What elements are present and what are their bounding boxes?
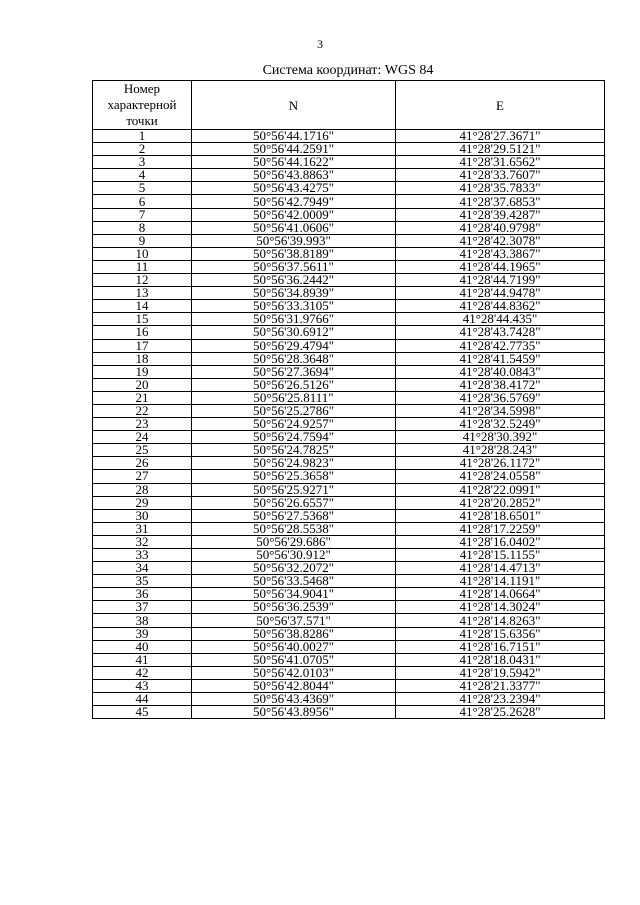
cell-point-number: 33 — [93, 549, 192, 562]
cell-point-number: 1 — [93, 130, 192, 143]
cell-e: 41°28'27.3671" — [396, 130, 605, 143]
cell-e: 41°28'43.3867" — [396, 247, 605, 260]
table-row — [93, 653, 605, 666]
cell-point-number: 7 — [93, 208, 192, 221]
cell-point-number: 45 — [93, 706, 192, 719]
table-row — [93, 365, 605, 378]
table-row — [93, 260, 605, 273]
cell-point-number: 40 — [93, 640, 192, 653]
cell-e: 41°28'38.4172" — [396, 378, 605, 391]
cell-n: 50°56'42.0103" — [192, 666, 396, 679]
cell-point-number: 27 — [93, 470, 192, 483]
cell-e: 41°28'41.5459" — [396, 352, 605, 365]
cell-e: 41°28'35.7833" — [396, 182, 605, 195]
cell-point-number: 5 — [93, 182, 192, 195]
cell-n: 50°56'43.8863" — [192, 169, 396, 182]
cell-point-number: 30 — [93, 509, 192, 522]
cell-point-number: 25 — [93, 444, 192, 457]
table-row — [93, 378, 605, 391]
cell-e: 41°28'26.1172" — [396, 457, 605, 470]
cell-n: 50°56'36.2442" — [192, 274, 396, 287]
cell-e: 41°28'37.6853" — [396, 195, 605, 208]
table-row — [93, 418, 605, 431]
cell-n: 50°56'27.5368" — [192, 509, 396, 522]
cell-e: 41°28'40.0843" — [396, 365, 605, 378]
cell-point-number: 29 — [93, 496, 192, 509]
cell-point-number: 32 — [93, 535, 192, 548]
cell-e: 41°28'44.435" — [396, 313, 605, 326]
table-row — [93, 352, 605, 365]
cell-n: 50°56'38.8189" — [192, 247, 396, 260]
cell-point-number: 8 — [93, 221, 192, 234]
cell-n: 50°56'43.4275" — [192, 182, 396, 195]
cell-e: 41°28'23.2394" — [396, 693, 605, 706]
cell-point-number: 3 — [93, 156, 192, 169]
cell-e: 41°28'42.7735" — [396, 339, 605, 352]
cell-e: 41°28'40.9798" — [396, 221, 605, 234]
header-e: E — [396, 81, 605, 130]
cell-e: 41°28'14.1191" — [396, 575, 605, 588]
header-point-line: Номер — [123, 81, 161, 96]
table-row — [93, 679, 605, 692]
table-row — [93, 457, 605, 470]
cell-n: 50°56'24.7825" — [192, 444, 396, 457]
table-row — [93, 404, 605, 417]
cell-e: 41°28'44.9478" — [396, 287, 605, 300]
table-row — [93, 326, 605, 339]
table-row — [93, 247, 605, 260]
cell-point-number: 21 — [93, 391, 192, 404]
cell-n: 50°56'24.7594" — [192, 431, 396, 444]
table-row — [93, 614, 605, 627]
cell-e: 41°28'20.2852" — [396, 496, 605, 509]
table-header-row — [93, 81, 605, 130]
page-number: 3 — [317, 37, 323, 51]
cell-n: 50°56'25.8111" — [192, 391, 396, 404]
cell-n: 50°56'26.5126" — [192, 378, 396, 391]
cell-point-number: 42 — [93, 666, 192, 679]
cell-n: 50°56'29.4794" — [192, 339, 396, 352]
cell-point-number: 41 — [93, 653, 192, 666]
cell-point-number: 26 — [93, 457, 192, 470]
cell-e: 41°28'19.5942" — [396, 666, 605, 679]
table-row — [93, 287, 605, 300]
cell-n: 50°56'34.8939" — [192, 287, 396, 300]
table-row — [93, 588, 605, 601]
cell-n: 50°56'40.0027" — [192, 640, 396, 653]
cell-e: 41°28'39.4287" — [396, 208, 605, 221]
table-row — [93, 706, 605, 719]
cell-e: 41°28'18.6501" — [396, 509, 605, 522]
cell-e: 41°28'15.6356" — [396, 627, 605, 640]
header-point-line: характерной — [107, 97, 177, 112]
cell-e: 41°28'32.5249" — [396, 418, 605, 431]
table-row — [93, 130, 605, 143]
cell-e: 41°28'21.3377" — [396, 679, 605, 692]
cell-n: 50°56'24.9257" — [192, 418, 396, 431]
cell-n: 50°56'37.5611" — [192, 260, 396, 273]
cell-point-number: 6 — [93, 195, 192, 208]
cell-n: 50°56'42.8044" — [192, 679, 396, 692]
cell-point-number: 19 — [93, 365, 192, 378]
cell-n: 50°56'32.2072" — [192, 562, 396, 575]
table-row — [93, 535, 605, 548]
cell-point-number: 17 — [93, 339, 192, 352]
cell-e: 41°28'43.7428" — [396, 326, 605, 339]
cell-e: 41°28'36.5769" — [396, 391, 605, 404]
table-row — [93, 313, 605, 326]
table-row — [93, 444, 605, 457]
table-row — [93, 483, 605, 496]
table-row — [93, 143, 605, 156]
cell-point-number: 9 — [93, 234, 192, 247]
cell-point-number: 38 — [93, 614, 192, 627]
cell-point-number: 35 — [93, 575, 192, 588]
table-row — [93, 575, 605, 588]
cell-n: 50°56'28.5538" — [192, 522, 396, 535]
table-row — [93, 496, 605, 509]
cell-e: 41°28'16.7151" — [396, 640, 605, 653]
cell-point-number: 4 — [93, 169, 192, 182]
cell-point-number: 16 — [93, 326, 192, 339]
cell-n: 50°56'25.3658" — [192, 470, 396, 483]
cell-e: 41°28'15.1155" — [396, 549, 605, 562]
cell-e: 41°28'29.5121" — [396, 143, 605, 156]
table-row — [93, 601, 605, 614]
cell-point-number: 13 — [93, 287, 192, 300]
cell-n: 50°56'44.1622" — [192, 156, 396, 169]
table-row — [93, 666, 605, 679]
header-point-number — [93, 81, 192, 130]
table-row — [93, 391, 605, 404]
table-row — [93, 509, 605, 522]
table-row — [93, 221, 605, 234]
table-row — [93, 627, 605, 640]
cell-point-number: 44 — [93, 693, 192, 706]
cell-point-number: 2 — [93, 143, 192, 156]
table-row — [93, 339, 605, 352]
cell-e: 41°28'44.7199" — [396, 274, 605, 287]
cell-point-number: 37 — [93, 601, 192, 614]
cell-n: 50°56'25.9271" — [192, 483, 396, 496]
cell-e: 41°28'14.0664" — [396, 588, 605, 601]
cell-point-number: 15 — [93, 313, 192, 326]
cell-point-number: 24 — [93, 431, 192, 444]
table-row — [93, 431, 605, 444]
header-n: N — [192, 81, 396, 130]
cell-e: 41°28'24.0558" — [396, 470, 605, 483]
cell-e: 41°28'44.1965" — [396, 260, 605, 273]
cell-n: 50°56'43.8956" — [192, 706, 396, 719]
cell-point-number: 11 — [93, 260, 192, 273]
table-row — [93, 300, 605, 313]
cell-n: 50°56'41.0606" — [192, 221, 396, 234]
cell-n: 50°56'44.1716" — [192, 130, 396, 143]
table-row — [93, 522, 605, 535]
cell-n: 50°56'37.571" — [192, 614, 396, 627]
cell-e: 41°28'33.7607" — [396, 169, 605, 182]
cell-n: 50°56'42.0009" — [192, 208, 396, 221]
cell-n: 50°56'41.0705" — [192, 653, 396, 666]
cell-e: 41°28'42.3078" — [396, 234, 605, 247]
table-title: Система координат: WGS 84 — [262, 63, 434, 78]
cell-n: 50°56'26.6557" — [192, 496, 396, 509]
cell-point-number: 43 — [93, 679, 192, 692]
cell-e: 41°28'44.8362" — [396, 300, 605, 313]
table-row — [93, 470, 605, 483]
table-row — [93, 274, 605, 287]
cell-e: 41°28'31.6562" — [396, 156, 605, 169]
table-row — [93, 195, 605, 208]
table-row — [93, 693, 605, 706]
cell-e: 41°28'22.0991" — [396, 483, 605, 496]
cell-e: 41°28'30.392" — [396, 431, 605, 444]
cell-e: 41°28'14.8263" — [396, 614, 605, 627]
cell-n: 50°56'30.6912" — [192, 326, 396, 339]
table-row — [93, 156, 605, 169]
table-row — [93, 182, 605, 195]
cell-point-number: 39 — [93, 627, 192, 640]
cell-point-number: 10 — [93, 247, 192, 260]
cell-n: 50°56'43.4369" — [192, 693, 396, 706]
header-point-line: точки — [126, 113, 158, 128]
cell-e: 41°28'25.2628" — [396, 706, 605, 719]
cell-n: 50°56'42.7949" — [192, 195, 396, 208]
table-row — [93, 169, 605, 182]
cell-e: 41°28'17.2259" — [396, 522, 605, 535]
cell-point-number: 20 — [93, 378, 192, 391]
cell-n: 50°56'28.3648" — [192, 352, 396, 365]
table-row — [93, 640, 605, 653]
cell-point-number: 36 — [93, 588, 192, 601]
cell-point-number: 12 — [93, 274, 192, 287]
coordinates-table — [92, 80, 605, 719]
cell-e: 41°28'18.0431" — [396, 653, 605, 666]
table-row — [93, 234, 605, 247]
cell-n: 50°56'34.9041" — [192, 588, 396, 601]
cell-n: 50°56'39.993" — [192, 234, 396, 247]
table-body — [93, 130, 605, 719]
cell-n: 50°56'25.2786" — [192, 404, 396, 417]
cell-e: 41°28'16.0402" — [396, 535, 605, 548]
cell-n: 50°56'29.686" — [192, 535, 396, 548]
cell-point-number: 18 — [93, 352, 192, 365]
cell-n: 50°56'30.912" — [192, 549, 396, 562]
cell-n: 50°56'33.5468" — [192, 575, 396, 588]
cell-e: 41°28'28.243" — [396, 444, 605, 457]
table-row — [93, 208, 605, 221]
cell-e: 41°28'34.5998" — [396, 404, 605, 417]
cell-point-number: 31 — [93, 522, 192, 535]
cell-n: 50°56'27.3694" — [192, 365, 396, 378]
cell-point-number: 14 — [93, 300, 192, 313]
cell-e: 41°28'14.4713" — [396, 562, 605, 575]
table-row — [93, 562, 605, 575]
cell-n: 50°56'36.2539" — [192, 601, 396, 614]
cell-n: 50°56'33.3105" — [192, 300, 396, 313]
cell-point-number: 28 — [93, 483, 192, 496]
cell-n: 50°56'31.9766" — [192, 313, 396, 326]
cell-point-number: 34 — [93, 562, 192, 575]
cell-point-number: 23 — [93, 418, 192, 431]
cell-point-number: 22 — [93, 404, 192, 417]
table-row — [93, 549, 605, 562]
cell-n: 50°56'38.8286" — [192, 627, 396, 640]
cell-n: 50°56'44.2591" — [192, 143, 396, 156]
cell-e: 41°28'14.3024" — [396, 601, 605, 614]
cell-n: 50°56'24.9823" — [192, 457, 396, 470]
